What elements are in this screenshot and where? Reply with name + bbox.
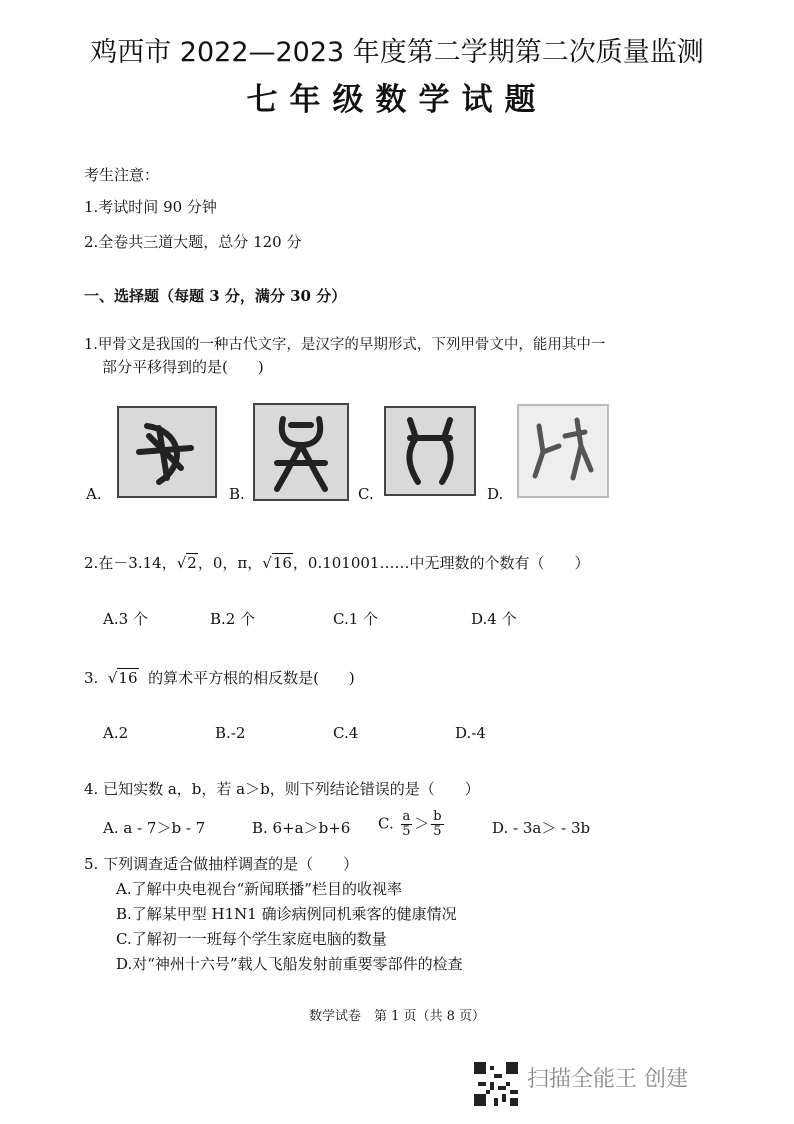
q2-option-d: D.4 个 <box>471 610 517 628</box>
q5-stem: 5. 下列调查适合做抽样调查的是（ ） <box>84 855 359 873</box>
oracle-glyph-a-image <box>117 406 217 498</box>
q4-option-c <box>378 810 446 839</box>
notice-item-2: 2.全卷共三道大题，总分 120 分 <box>84 233 302 251</box>
q4-option-a: A. a - 7＞b - 7 <box>103 819 206 837</box>
oracle-glyph-b-image <box>253 403 349 501</box>
q1-label-b: B. <box>229 485 245 503</box>
q2-prefix: 2.在－3.14， <box>84 554 177 572</box>
q3-option-b: B.-2 <box>215 724 246 742</box>
q1-label-d: D. <box>487 485 504 503</box>
q3-option-d: D.-4 <box>455 724 486 742</box>
pi-symbol: π <box>237 554 248 572</box>
q3-option-a: A.2 <box>103 724 129 742</box>
scanner-brand-watermark: 扫描全能王 创建 <box>527 1067 688 1092</box>
sqrt-2: √2 <box>176 554 197 572</box>
q4-stem: 4. 已知实数 a，b，若 a＞b，则下列结论错误的是（ ） <box>84 780 480 798</box>
notice-heading: 考生注意： <box>84 166 160 184</box>
q1-stem-line2: 部分平移得到的是( ) <box>102 358 264 376</box>
q1-stem-line1: 1.甲骨文是我国的一种古代文字，是汉字的早期形式，下列甲骨文中，能用其中一 <box>84 337 606 353</box>
q2-option-c: C.1 个 <box>333 610 379 628</box>
fraction-a-over-5: $\frac{a}{5}$ <box>402 809 411 839</box>
q5-option-d: D.对“神州十六号”载人飞船发射前重要零部件的检查 <box>116 955 463 973</box>
section-1-title: 一、选择题（每题 3 分，满分 30 分） <box>84 287 347 305</box>
q1-label-a: A. <box>86 485 102 503</box>
oracle-glyph-c-image <box>384 406 476 496</box>
q3-prefix: 3. <box>84 669 99 687</box>
q2-sep1: ，0， <box>197 554 238 572</box>
sqrt-16-q3: √16 <box>107 669 138 687</box>
q2-option-b: B.2 个 <box>210 610 256 628</box>
q3-stem <box>84 667 355 688</box>
q5-option-c: C.了解初一一班每个学生家庭电脑的数量 <box>116 930 387 948</box>
greater-than-sign: ＞ <box>414 814 430 833</box>
q1-label-c: C. <box>358 485 374 503</box>
page-footer: 数学试卷 第 1 页（共 8 页） <box>308 1009 486 1024</box>
q3-suffix: 的算术平方根的相反数是( ) <box>148 669 355 687</box>
q3-option-c: C.4 <box>333 724 359 742</box>
exam-subtitle: 七年级数学试题 <box>246 82 548 118</box>
q4-option-d: D. - 3a＞ - 3b <box>492 819 591 837</box>
q2-option-a: A.3 个 <box>103 610 148 628</box>
notice-item-1: 1.考试时间 90 分钟 <box>84 198 217 216</box>
fraction-b-over-5: $\frac{b}{5}$ <box>433 809 442 839</box>
exam-title: 鸡西市 2022—2023 年度第二学期第二次质量监测 <box>90 37 704 68</box>
oracle-glyph-d-image <box>517 404 609 498</box>
q2-sep2: ， <box>247 554 263 572</box>
q4-option-b: B. 6+a＞b+6 <box>252 819 351 837</box>
qr-code-icon <box>474 1062 518 1106</box>
sqrt-16: √16 <box>262 554 292 572</box>
q2-stem <box>84 552 589 573</box>
q5-option-b: B.了解某甲型 H1N1 确诊病例同机乘客的健康情况 <box>116 905 457 923</box>
q5-option-a: A.了解中央电视台“新闻联播”栏目的收视率 <box>116 880 402 898</box>
q2-suffix: ，0.101001……中无理数的个数有（ ） <box>292 554 590 572</box>
q4-option-c-label: C. <box>378 814 394 833</box>
